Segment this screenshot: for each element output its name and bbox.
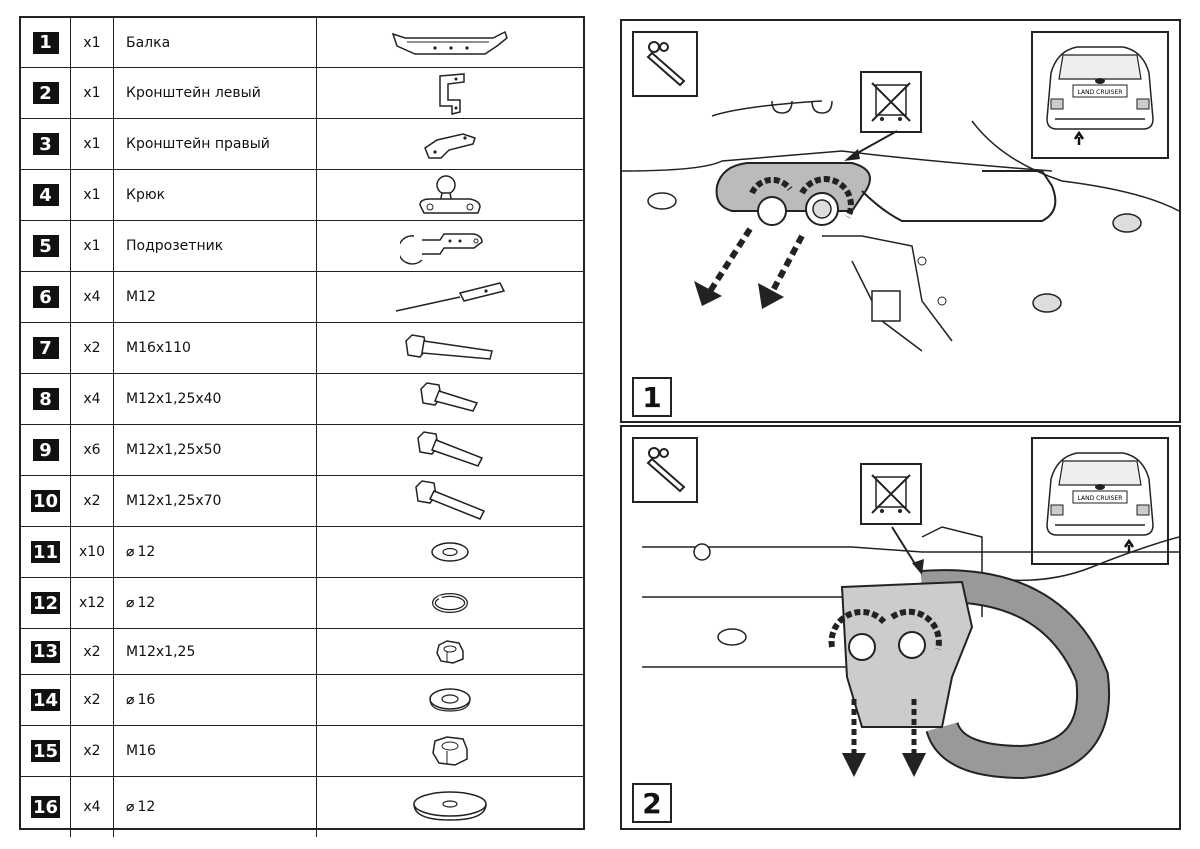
left-bracket-icon (317, 68, 583, 118)
part-quantity: x12 (71, 578, 114, 628)
part-number-cell (21, 170, 71, 220)
part-name: M12x1,25x70 (126, 493, 222, 509)
table-row (21, 425, 583, 476)
table-row (21, 629, 583, 675)
svg-text:LAND CRUISER: LAND CRUISER (1077, 89, 1123, 96)
table-row (21, 221, 583, 272)
part-number-cell (21, 578, 71, 628)
part-number-cell (21, 272, 71, 322)
part-quantity: x6 (71, 425, 114, 475)
part-number-cell (21, 675, 71, 725)
large-washer-icon (317, 777, 583, 837)
part-name-cell (114, 527, 317, 577)
part-number-cell (21, 726, 71, 776)
diameter-icon: ⌀ (126, 692, 135, 708)
part-number-cell (21, 374, 71, 424)
part-name: M12x1,25x50 (126, 442, 222, 458)
table-row (21, 68, 583, 119)
part-name: Подрозетник (126, 238, 224, 254)
step-1-illustration (622, 21, 1179, 421)
part-quantity: x2 (71, 629, 114, 674)
part-number: 16 (32, 796, 59, 818)
hex-nut-large-icon (317, 726, 583, 776)
socket-plate-icon (317, 221, 583, 271)
part-name-cell (114, 119, 317, 169)
part-name: 12 (137, 799, 156, 815)
part-number: 6 (33, 286, 59, 308)
part-number: 9 (33, 439, 59, 461)
part-name-cell (114, 777, 317, 837)
parts-table (19, 16, 585, 830)
part-number-cell (21, 119, 71, 169)
table-row (21, 527, 583, 578)
part-number-cell (21, 323, 71, 373)
beam-icon (317, 18, 583, 67)
part-number-cell (21, 68, 71, 118)
part-number-cell (21, 18, 71, 67)
part-quantity: x2 (71, 476, 114, 526)
part-quantity: x4 (71, 374, 114, 424)
hex-nut-small-icon (317, 629, 583, 674)
part-name-cell (114, 221, 317, 271)
table-row (21, 675, 583, 726)
part-quantity: x1 (71, 221, 114, 271)
long-bolt-icon (317, 323, 583, 373)
part-number: 4 (33, 184, 59, 206)
tow-ball-icon (317, 170, 583, 220)
part-number-cell (21, 221, 71, 271)
part-quantity: x4 (71, 272, 114, 322)
table-row (21, 578, 583, 629)
part-name-cell (114, 675, 317, 725)
part-name-cell (114, 68, 317, 118)
part-name: 12 (137, 544, 156, 560)
part-quantity: x2 (71, 726, 114, 776)
spring-washer-icon (317, 578, 583, 628)
part-number-cell (21, 527, 71, 577)
part-quantity: x1 (71, 170, 114, 220)
table-row (21, 726, 583, 777)
flat-washer-icon (317, 527, 583, 577)
part-quantity: x1 (71, 68, 114, 118)
part-number-cell (21, 629, 71, 674)
part-name-cell (114, 272, 317, 322)
part-number-cell (21, 777, 71, 837)
part-quantity: x2 (71, 675, 114, 725)
table-row (21, 374, 583, 425)
part-name-cell (114, 629, 317, 674)
flat-washer-16-icon (317, 675, 583, 725)
table-row (21, 170, 583, 221)
part-quantity: x4 (71, 777, 114, 837)
part-number-cell (21, 476, 71, 526)
part-name: 16 (137, 692, 156, 708)
step-2-illustration (622, 427, 1179, 828)
table-row (21, 18, 583, 68)
part-name: M16 (126, 743, 156, 759)
part-name-cell (114, 726, 317, 776)
part-name-cell (114, 18, 317, 67)
part-number: 14 (32, 689, 59, 711)
part-name: Крюк (126, 187, 166, 203)
part-number: 3 (33, 133, 59, 155)
part-name-cell (114, 170, 317, 220)
part-quantity: x2 (71, 323, 114, 373)
part-number: 10 (32, 490, 59, 512)
bolt-70-icon (317, 476, 583, 526)
part-name-cell (114, 425, 317, 475)
table-row (21, 323, 583, 374)
part-number: 5 (33, 235, 59, 257)
step-1-number: 1 (632, 377, 672, 417)
part-number-cell (21, 425, 71, 475)
part-number: 13 (32, 641, 59, 662)
table-row (21, 777, 583, 837)
part-quantity: x1 (71, 119, 114, 169)
step-2-panel (620, 425, 1181, 830)
right-bracket-icon (317, 119, 583, 169)
svg-text:LAND CRUISER: LAND CRUISER (1077, 495, 1123, 502)
diameter-icon: ⌀ (126, 544, 135, 560)
part-quantity: x1 (71, 18, 114, 67)
short-bolt-icon (317, 374, 583, 424)
part-name: M12x1,25x40 (126, 391, 222, 407)
step-2-number: 2 (632, 783, 672, 823)
step-1-panel (620, 19, 1181, 423)
part-number: 2 (33, 82, 59, 104)
part-number: 1 (33, 32, 59, 54)
part-name-cell (114, 323, 317, 373)
part-number: 11 (32, 541, 59, 563)
part-name-cell (114, 374, 317, 424)
part-name: M12x1,25 (126, 643, 196, 660)
table-row (21, 476, 583, 527)
part-name: Кронштейн правый (126, 136, 270, 152)
part-name: M12 (126, 289, 156, 305)
part-number: 15 (32, 740, 59, 762)
medium-bolt-icon (317, 425, 583, 475)
part-number: 12 (32, 592, 59, 614)
part-name-cell (114, 476, 317, 526)
part-name: M16x110 (126, 340, 191, 356)
part-number: 8 (33, 388, 59, 410)
part-name-cell (114, 578, 317, 628)
part-number: 7 (33, 337, 59, 359)
part-name: 12 (137, 595, 156, 611)
part-name: Кронштейн левый (126, 85, 261, 101)
table-row (21, 272, 583, 323)
wire-tool-icon (317, 272, 583, 322)
part-quantity: x10 (71, 527, 114, 577)
table-row (21, 119, 583, 170)
diameter-icon: ⌀ (126, 595, 135, 611)
part-name: Балка (126, 34, 171, 51)
diameter-icon: ⌀ (126, 799, 135, 815)
